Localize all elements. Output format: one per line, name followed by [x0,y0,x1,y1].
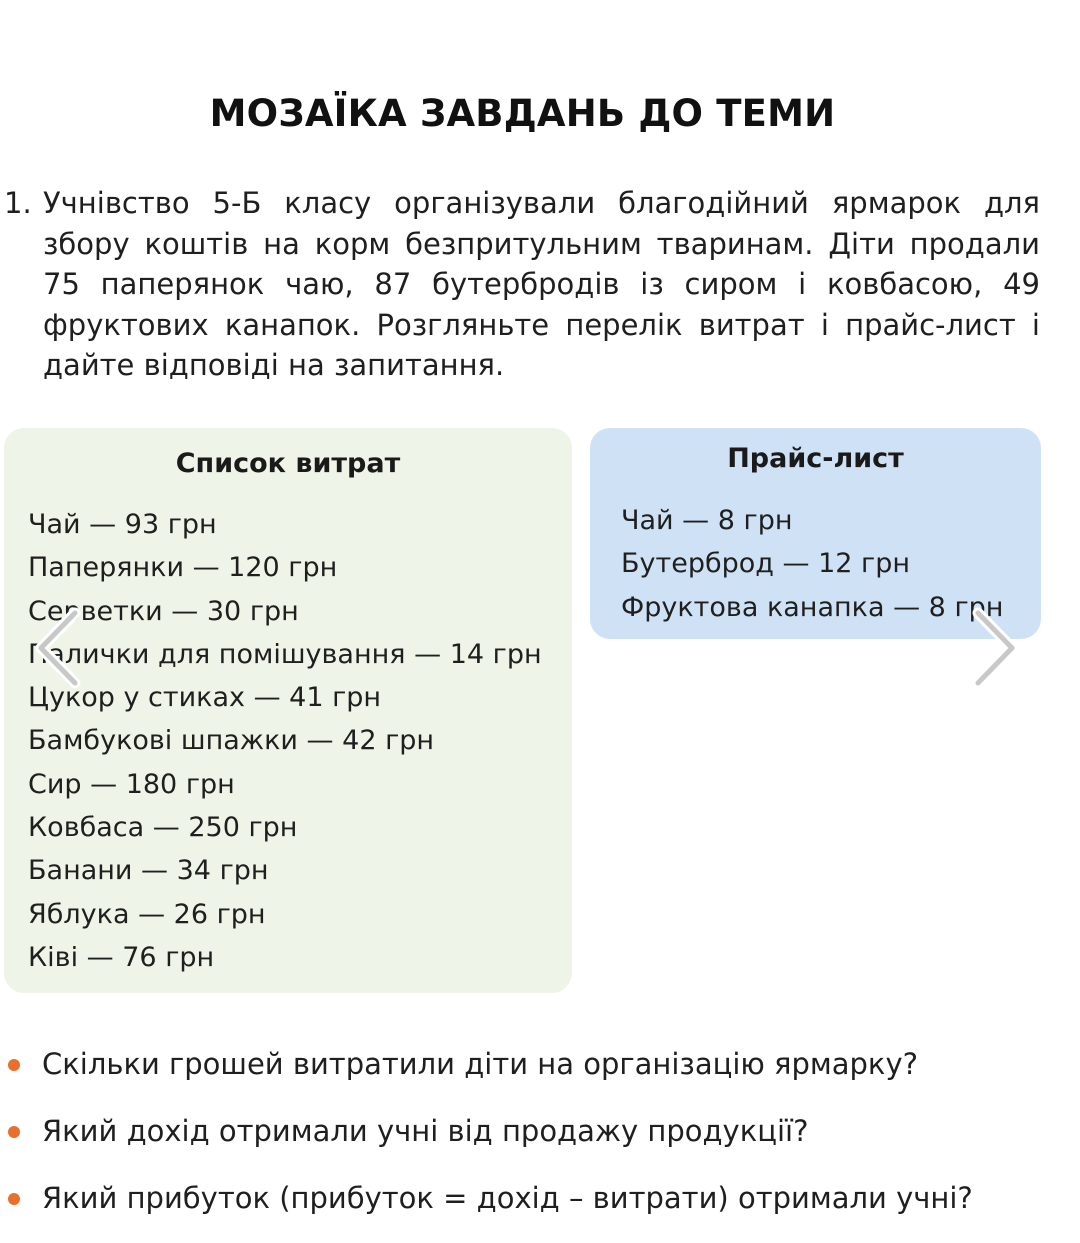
question-item [0,1176,1060,1243]
question-item [0,1109,1060,1176]
bullet-icon [8,1193,20,1205]
price-item: Бутерброд — 12 грн [621,548,911,580]
expense-item: Сир — 180 грн [28,768,235,800]
question-text: Скільки грошей витратили діти на організацію ярмарку? [42,1047,919,1081]
question-item [0,1042,1060,1109]
bullet-icon [8,1126,20,1138]
price-item: Чай — 8 грн [621,505,793,536]
prev-arrow-button[interactable] [25,603,95,693]
page-title: МОЗАЇКА ЗАВДАНЬ ДО ТЕМИ [209,92,836,135]
expense-item: Ковбаса — 250 грн [28,812,298,844]
expense-item: Серветки — 30 грн [28,595,299,627]
expense-item: Чай — 93 грн [28,509,217,540]
question-text: Який прибуток (прибуток = дохід – витрати) отримали учні? [42,1181,973,1215]
price-item: Фруктова канапка — 8 грн [621,591,1004,623]
expense-item: Бамбукові шпажки — 42 грн [28,725,435,757]
chevron-right-icon [958,603,1028,693]
expense-item: Паперянки — 120 грн [28,552,338,584]
bullet-icon [8,1059,20,1071]
expense-item: Яблука — 26 грн [28,898,266,930]
question-text: Який дохід отримали учні від продажу продукції? [42,1114,809,1148]
expense-item: Палички для помішування — 14 грн [28,638,542,670]
task-text: Учнівство 5-Б класу організували благодійний ярмарок для збору коштів на корм безпритульним тваринам. Діти продали 75 паперянок чаю, 87 бутербродів із сиром і ковбасою, 49 фруктових канапок. Розгляньте перелік витрат і прайс-лист і дайте відповіді на запитання. [43,186,1040,382]
next-arrow-button[interactable] [958,603,1028,693]
expense-item: Цукор у стиках — 41 грн [28,682,382,714]
prices-title: Прайс-лист [727,443,904,474]
expenses-list [28,503,542,979]
prices-list [621,499,1003,629]
chevron-left-icon [25,603,95,693]
expenses-title: Список витрат [175,448,401,479]
expense-item: Ківі — 76 грн [28,941,215,973]
questions-list [0,1042,1060,1243]
task-number: 1. [4,186,32,220]
expense-item: Банани — 34 грн [28,855,269,887]
